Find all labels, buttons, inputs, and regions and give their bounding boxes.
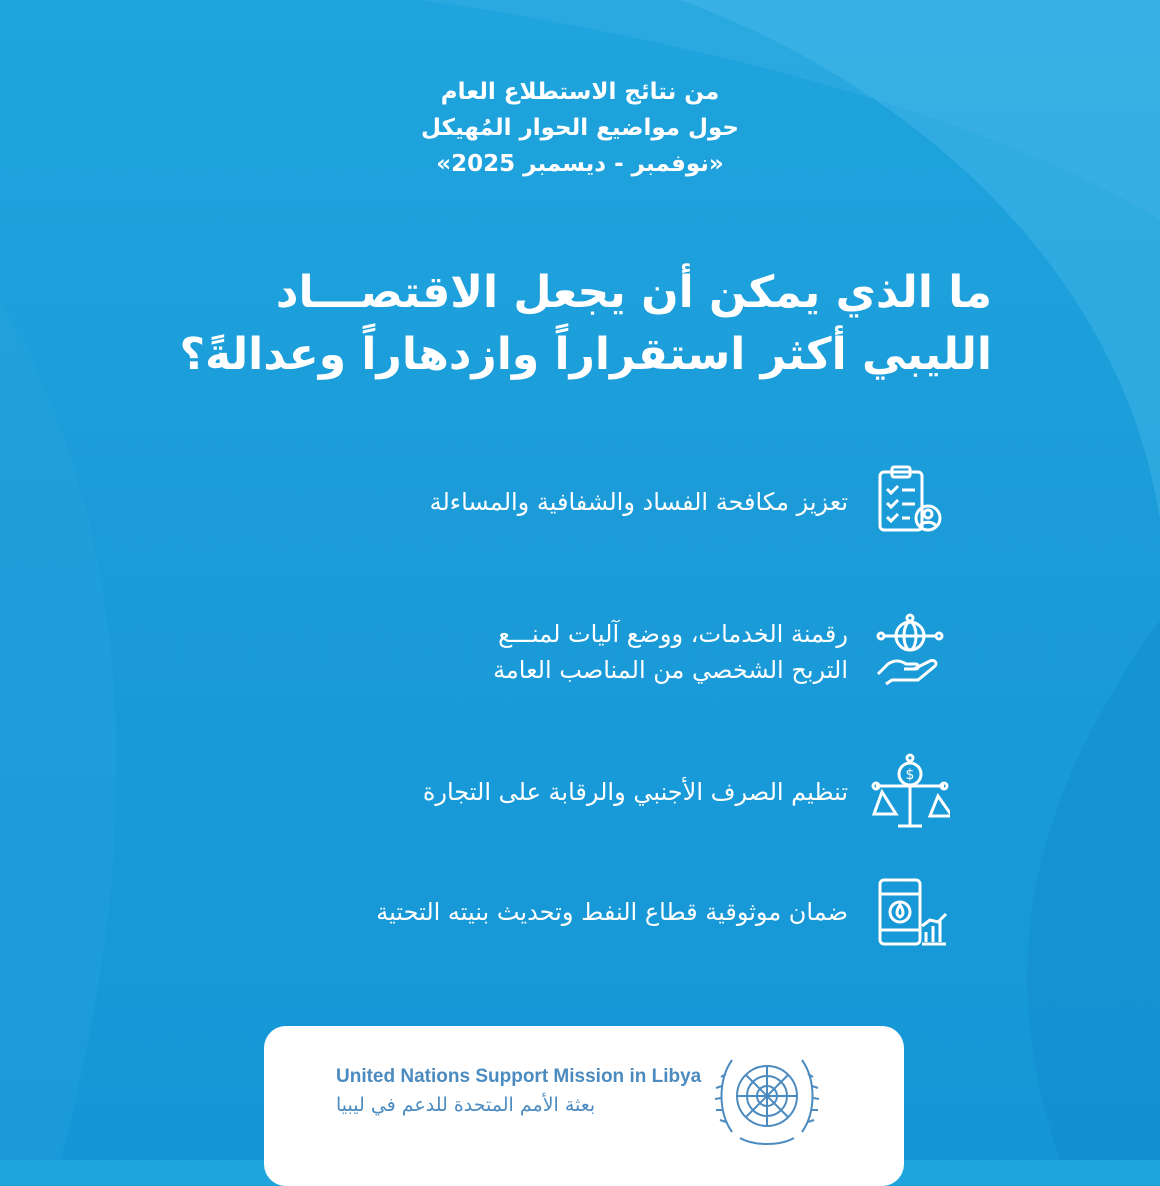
item-line: ضمان موثوقية قطاع النفط وتحديث بنيته التحتية (376, 898, 848, 926)
unsmil-logo-card (264, 1026, 904, 1186)
list-item (190, 752, 950, 832)
logo-arabic-name: بعثة الأمم المتحدة للدعم في ليبيا (336, 1094, 596, 1116)
survey-header (0, 74, 1160, 182)
item-line: تعزيز مكافحة الفساد والشفافية والمساءلة (429, 488, 848, 516)
item-line: رقمنة الخدمات، ووضع آليات لمنـــع (498, 620, 848, 648)
item-line: التربح الشخصي من المناصب العامة (493, 656, 848, 684)
item-text (423, 774, 848, 810)
list-item (190, 872, 950, 952)
headline-question (132, 262, 992, 386)
item-text (376, 894, 848, 930)
headline-line-2: الليبي أكثر استقراراً وازدهاراً وعدالةً؟ (179, 329, 992, 380)
headline-line-1: ما الذي يمكن أن يجعل الاقتصـــاد (275, 267, 992, 318)
item-line: تنظيم الصرف الأجنبي والرقابة على التجارة (422, 778, 848, 806)
list-item (190, 612, 950, 692)
globe-hand-icon (870, 612, 950, 692)
header-line-1: من نتائج الاستطلاع العام (440, 79, 720, 105)
oil-barrel-chart-icon (870, 872, 950, 952)
list-item (190, 462, 950, 542)
clipboard-checklist-icon (870, 462, 950, 542)
logo-english-name: United Nations Support Mission in Libya (336, 1066, 702, 1087)
header-line-2: حول مواضيع الحوار المُهيكل (421, 115, 739, 141)
currency-scale-icon (870, 752, 950, 832)
item-text (430, 484, 848, 520)
svg-text:$: $ (905, 767, 915, 783)
header-line-3: «نوفمبر - ديسمبر 2025» (436, 151, 724, 177)
item-text (493, 616, 848, 688)
un-emblem-icon (710, 1042, 824, 1156)
